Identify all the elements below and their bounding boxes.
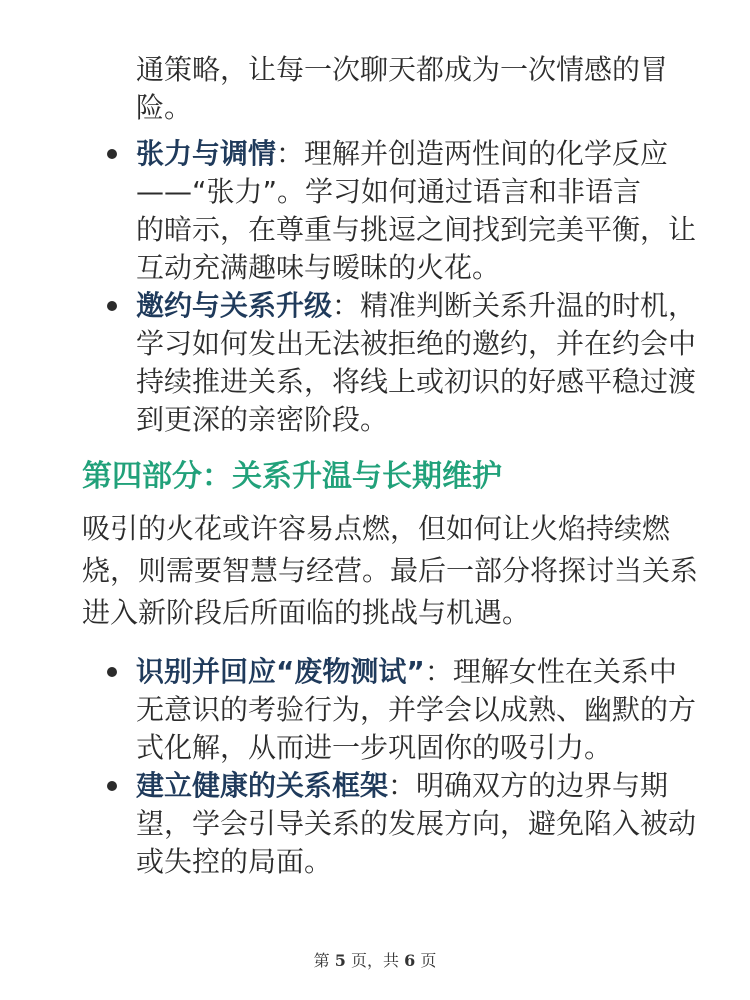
bullet-first-line bbox=[136, 766, 668, 806]
paragraph-line: 进入新阶段后所面临的挑战与机遇。 bbox=[82, 596, 531, 629]
bullet-title: 建立健康的关系框架 bbox=[136, 769, 389, 802]
bullet-first-line bbox=[136, 286, 696, 326]
bullet-line: 无意识的考验行为，并学会以成熟、幽默的方 bbox=[136, 693, 697, 726]
bullet-text: ：理解并创造两性间的化学反应 bbox=[276, 137, 669, 170]
bullet-line: 式化解，从而进一步巩固你的吸引力。 bbox=[136, 731, 613, 764]
bullet-line: 持续推进关系，将线上或初识的好感平稳过渡 bbox=[136, 365, 697, 398]
bullet-line: 或失控的局面。 bbox=[136, 845, 333, 878]
bullet-first-line bbox=[136, 134, 668, 174]
bullet-line: ——“张力”。学习如何通过语言和非语言 bbox=[136, 175, 642, 208]
bullet-dot-icon bbox=[107, 301, 117, 311]
bullet-first-line bbox=[136, 652, 677, 692]
continuation-line-1: 通策略，让每一次聊天都成为一次情感的冒 bbox=[136, 53, 669, 86]
bullet-dot-icon bbox=[107, 781, 117, 791]
bullet-title: 识别并回应“废物测试” bbox=[136, 655, 425, 688]
section-heading: 第四部分：关系升温与长期维护 bbox=[82, 459, 502, 494]
current-page-number: 5 bbox=[334, 951, 346, 970]
bullet-title: 张力与调情 bbox=[136, 137, 277, 170]
bullet-text: ：明确双方的边界与期 bbox=[388, 769, 669, 802]
footer-suffix: 页 bbox=[415, 951, 437, 970]
bullet-dot-icon bbox=[107, 149, 117, 159]
page-footer bbox=[0, 948, 750, 971]
total-page-count: 6 bbox=[404, 951, 416, 970]
bullet-text: ：精准判断关系升温的时机， bbox=[332, 289, 697, 322]
bullet-text: ：理解女性在关系中 bbox=[424, 655, 677, 688]
bullet-line: 到更深的亲密阶段。 bbox=[136, 403, 389, 436]
bullet-line: 的暗示，在尊重与挑逗之间找到完美平衡，让 bbox=[136, 213, 697, 246]
continuation-line-2: 险。 bbox=[136, 91, 193, 124]
bullet-title: 邀约与关系升级 bbox=[136, 289, 333, 322]
bullet-line: 互动充满趣味与暧昧的火花。 bbox=[136, 251, 501, 284]
bullet-line: 学习如何发出无法被拒绝的邀约，并在约会中 bbox=[136, 327, 697, 360]
footer-prefix: 第 bbox=[313, 951, 335, 970]
bullet-line: 望，学会引导关系的发展方向，避免陷入被动 bbox=[136, 807, 697, 840]
paragraph-line: 吸引的火花或许容易点燃，但如何让火焰持续燃 bbox=[82, 512, 671, 545]
footer-middle: 页，共 bbox=[345, 951, 405, 970]
bullet-dot-icon bbox=[107, 667, 117, 677]
paragraph-line: 烧，则需要智慧与经营。最后一部分将探讨当关系 bbox=[82, 554, 699, 587]
